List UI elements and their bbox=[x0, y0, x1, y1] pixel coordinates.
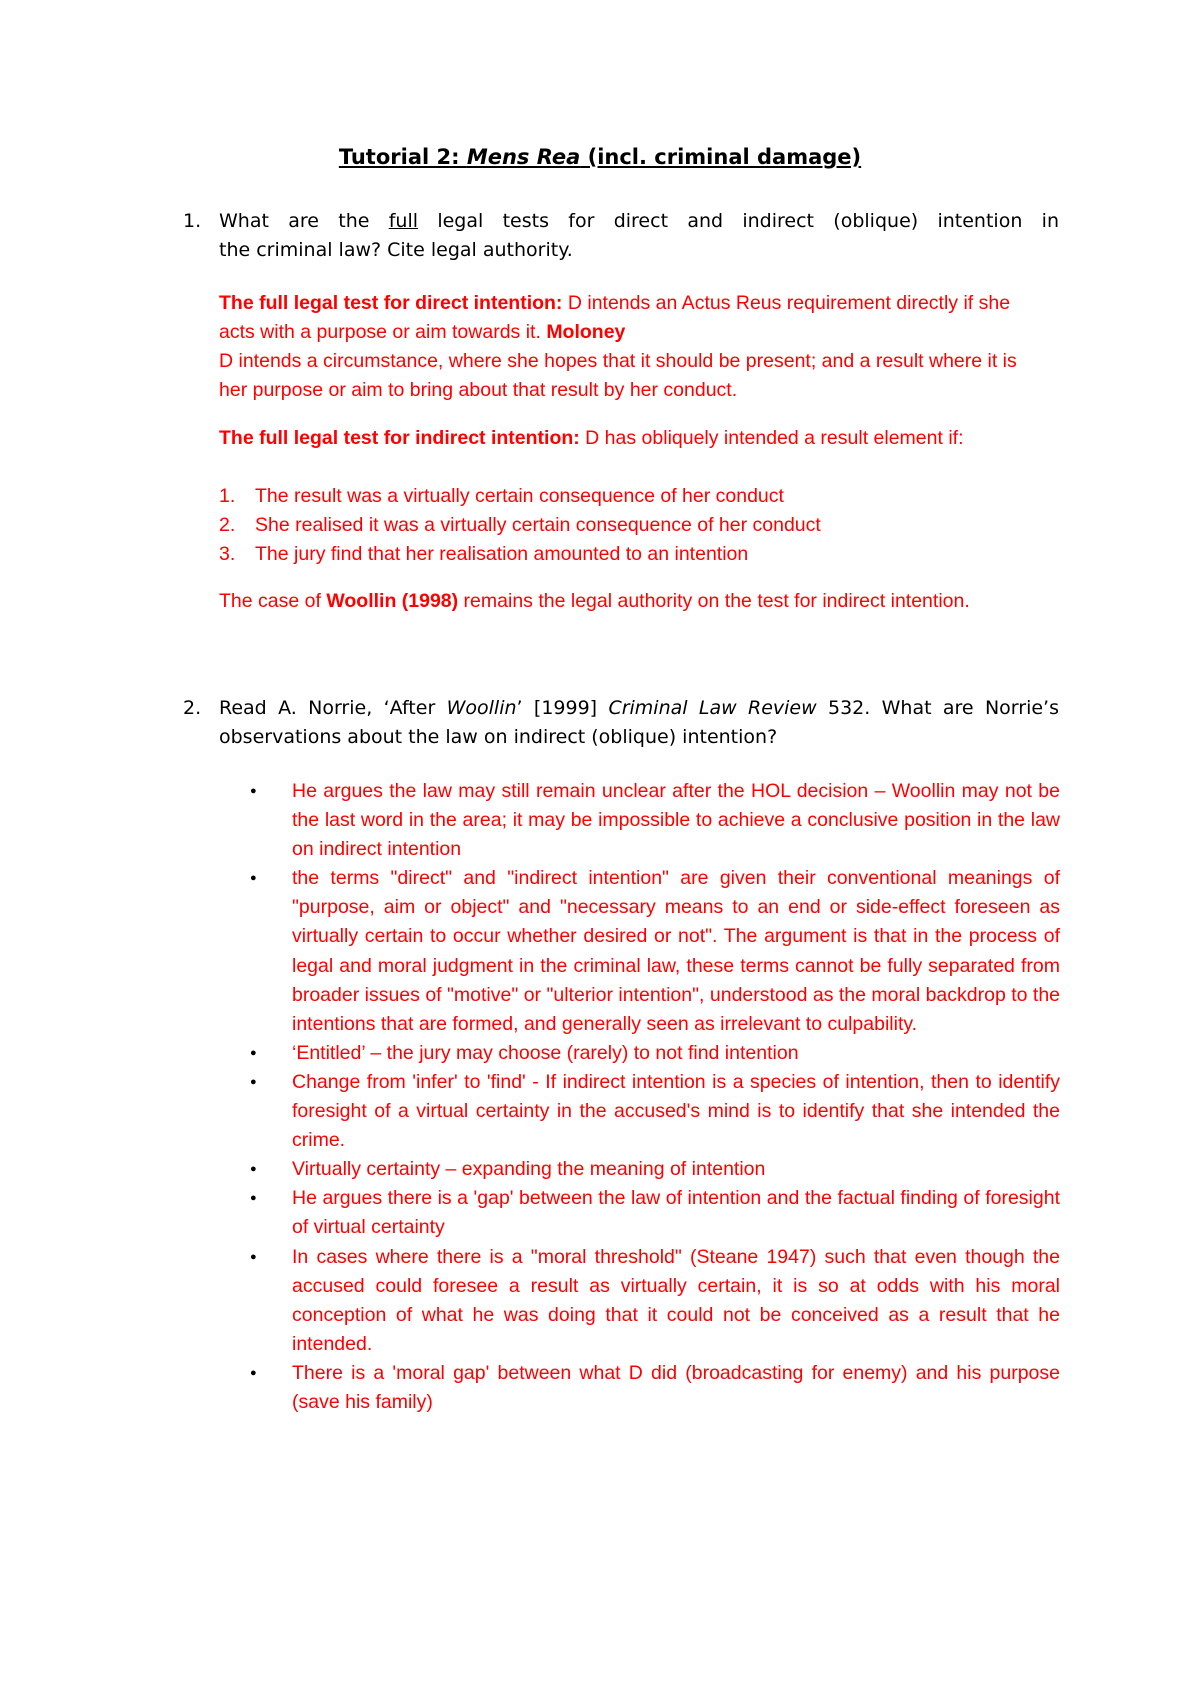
question-2-text bbox=[219, 694, 1059, 752]
bullet-text: He argues there is a 'gap' between the law of intention and the factual finding of foresight of virtual certainty bbox=[292, 1187, 1060, 1239]
question-1-line-2: the criminal law? Cite legal authority. bbox=[219, 239, 573, 261]
bullet-dot-icon bbox=[250, 1039, 257, 1071]
question-1-line-1 bbox=[219, 207, 1059, 236]
list-item bbox=[219, 482, 1059, 511]
answer-indirect-intention bbox=[219, 424, 1059, 453]
case-woollin: Woollin (1998) bbox=[326, 590, 459, 612]
list-item-number: 1. bbox=[219, 485, 236, 507]
answer-direct-intention bbox=[219, 289, 1039, 405]
q2-italic-journal: Criminal Law Review bbox=[608, 697, 817, 719]
bullet-item bbox=[250, 1068, 1060, 1155]
list-item-text: The jury find that her realisation amounted to an intention bbox=[255, 543, 749, 565]
bullet-item bbox=[250, 1184, 1060, 1242]
bullet-dot-icon bbox=[250, 1243, 257, 1275]
bullet-text: the terms "direct" and "indirect intention" are given their conventional meanings of "purpose, aim or object" and "necessary means to an end or side-effect foreseen as virtually certain to occur whether desired or not". The argument is that in the process of legal and moral judgment in the criminal law, these terms cannot be fully separated from broader issues of "motive" or "ulterior intention", understood as the moral backdrop to the intentions that are formed, and generally seen as irrelevant to culpability. bbox=[292, 867, 1061, 1035]
bullet-text: He argues the law may still remain unclear after the HOL decision – Woollin may not be the last word in the area; it may be impossible to achieve a conclusive position in the law on indirect intention bbox=[292, 780, 1060, 861]
bullet-dot-icon bbox=[250, 1155, 257, 1187]
bullet-item bbox=[250, 1039, 1060, 1068]
q2-part-3: ’ [1999] bbox=[516, 697, 609, 719]
woollin-post: remains the legal authority on the test for indirect intention. bbox=[458, 590, 970, 612]
direct-intention-text: D intends an Actus Reus requirement directly if she acts with a purpose or aim towards it. bbox=[219, 292, 1011, 343]
q1-post: legal tests for direct and indirect (oblique) intention in bbox=[418, 210, 1059, 232]
bullet-dot-icon bbox=[250, 1068, 257, 1100]
list-item-text: She realised it was a virtually certain consequence of her conduct bbox=[255, 514, 821, 536]
bullet-dot-icon bbox=[250, 777, 257, 809]
bullet-text: Virtually certainty – expanding the meaning of intention bbox=[292, 1158, 766, 1181]
direct-intention-label: The full legal test for direct intention: bbox=[219, 292, 563, 314]
bullet-item bbox=[250, 1243, 1060, 1359]
q1-underlined-word: full bbox=[388, 210, 419, 232]
indirect-intention-conditions bbox=[219, 482, 1059, 569]
bullet-dot-icon bbox=[250, 1359, 257, 1391]
bullet-dot-icon bbox=[250, 1184, 257, 1216]
bullet-text: In cases where there is a "moral threshold" (Steane 1947) such that even though the accused could foresee a result as virtually certain, it is so at odds with his moral conception of what he was doing that it could not be conceived as a result that he intended. bbox=[292, 1245, 1060, 1355]
list-item-text: The result was a virtually certain consequence of her conduct bbox=[255, 485, 784, 507]
indirect-intention-label: The full legal test for indirect intention: bbox=[219, 427, 580, 449]
q2-part-5: 532. What are Norrie’s observations about the law on indirect (oblique) intention? bbox=[219, 697, 1059, 748]
page-title bbox=[0, 143, 1200, 171]
bullet-text: There is a 'moral gap' between what D did (broadcasting for enemy) and his purpose (save his family) bbox=[292, 1361, 1060, 1413]
question-1-number: 1. bbox=[183, 210, 202, 232]
list-item-number: 3. bbox=[219, 543, 236, 565]
question-1-text bbox=[219, 207, 1059, 265]
title-suffix: (incl. criminal damage) bbox=[580, 145, 862, 169]
bullet-item bbox=[250, 1155, 1060, 1184]
title-prefix: Tutorial 2: bbox=[338, 145, 467, 169]
title-italic: Mens Rea bbox=[466, 145, 581, 169]
case-moloney: Moloney bbox=[546, 321, 626, 343]
list-item bbox=[219, 511, 1059, 540]
direct-intention-text-2: D intends a circumstance, where she hopes that it should be present; and a result where it is her purpose or aim to bring about that result by her conduct. bbox=[219, 350, 1017, 401]
list-item-number: 2. bbox=[219, 514, 236, 536]
question-2-number: 2. bbox=[183, 697, 202, 719]
norrie-observations-list bbox=[250, 777, 1060, 1417]
list-item bbox=[219, 540, 1059, 569]
bullet-dot-icon bbox=[250, 864, 257, 896]
q2-part-1: Read A. Norrie, ‘After bbox=[219, 697, 447, 719]
woollin-authority bbox=[219, 587, 1019, 616]
bullet-text: ‘Entitled’ – the jury may choose (rarely) to not find intention bbox=[292, 1041, 799, 1064]
bullet-item bbox=[250, 1359, 1060, 1417]
bullet-text: Change from 'infer' to 'find' - If indirect intention is a species of intention, then to identify foresight of a virtual certainty in the accused's mind is to identify that she intended the crime. bbox=[292, 1070, 1060, 1152]
bullet-item bbox=[250, 864, 1060, 1039]
q2-italic-case: Woollin bbox=[446, 697, 517, 719]
bullet-item bbox=[250, 777, 1060, 864]
indirect-intention-text: D has obliquely intended a result element if: bbox=[579, 427, 964, 449]
woollin-pre: The case of bbox=[219, 590, 327, 612]
q1-pre: What are the bbox=[219, 210, 389, 232]
